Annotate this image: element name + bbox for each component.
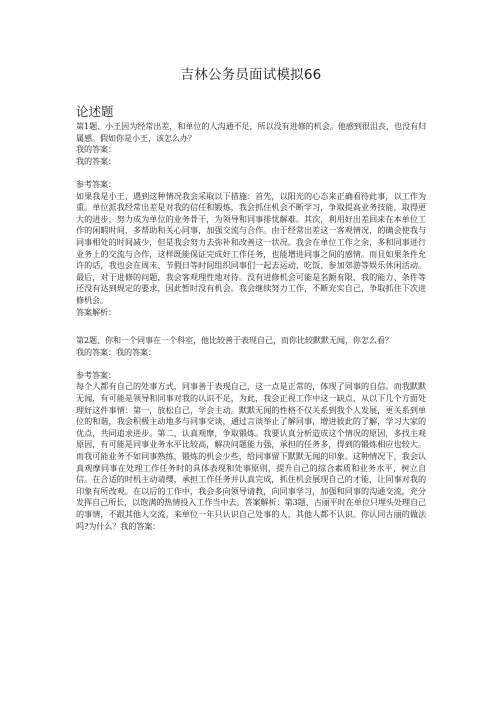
document-title: 吉林公务员面试模拟66 bbox=[180, 67, 322, 83]
spacer bbox=[76, 358, 426, 370]
q2-reference-answer-text: 每个人都有自己的处事方式，同事善于表现自己，这一点是正常的，体现了同事的自信。而我默默无闻，有可能是领导和同事对我的认识不足，为此，我会正视工作中这一缺点，从以下几个方面处理好这件事情：第一，放松自己，学会主动。默默无闻的性格不仅关系到我个人发展，更关系到单位的和谐，我会积极主动地多与同事交谈，通过言谈举止了解同事，增进彼此的了解，学习大家的优点，共同追求进步。第二，认真观摩，争取锻炼。我要认真分析造成这个情况的原因，多找主观原因，有可能是同事业务水平比较高，解决问题能力强，承担的任务多，得到的锻炼相应也较大。而我可能业务不如同事熟练，锻炼的机会少些，给同事留下默默无闻的印象。这种情况下，我会认真观摩同事在处理工作任务时的具体表现和处事原则，提升自己的综合素质和业务水平，树立自信。在合适的时机主动请缨，承担工作任务并认真完成，抓住机会展现自己的才能，让同事对我的印象有所改观。在以后的工作中，我会多向领导请教，向同事学习，加强和同事的沟通交流，充分发挥自己所长，以饱满的热情投入工作当中去。答案解析：第3题、古丽平时在单位只埋头处理自己的事情，不跟其他人交流，来单位一年只认识自己处事的人，其他人都不认识。你认同古丽的做法吗?为什么？我的答案： bbox=[76, 381, 426, 531]
section-title: 论述题 bbox=[76, 104, 114, 119]
q1-my-answer-label-repeat: 我的答案： bbox=[76, 155, 116, 166]
q2-reference-answer-label: 参考答案： bbox=[76, 369, 116, 380]
spacer bbox=[76, 318, 426, 335]
spacer bbox=[76, 167, 426, 179]
q1-reference-answer-label: 参考答案： bbox=[76, 178, 116, 189]
question-1-text: 第1题、小王因为经常出差，和单位的人沟通不足，所以没有进修的机会。他感到很沮丧，也没有归属感。假如你是小王，该怎么办？ bbox=[76, 121, 426, 143]
q2-my-answer-label: 我的答案：我的答案： bbox=[76, 346, 156, 357]
q1-my-answer-label: 我的答案： bbox=[76, 144, 116, 155]
q1-reference-answer-text: 如果我是小王，遇到这种情况我会采取以下措施：首先，以阳光的心态来正确看待此事，以工作为重。单位派我经常出差是对我的信任和锻炼，我会抓住机会不断学习，争取提高业务技能，取得更大的进步，努力成为单位的业务骨干，为领导和同事排忧解难。其次，利用好出差回来在本单位工作的闲暇时间，多帮助和关心同事，加强交流与合作。由于经常出差这一客观情况，的确会使我与同事相处的时间减少，但是我会努力去弥补和改善这一状况。我会在单位工作之余，多和同事进行业务上的交流与合作，这样既能保证完成好工作任务，也能增进同事之间的感情。而且如果条件允许的话，我也会在周末、节假日等时间组织同事们一起去运动、吃饭、参加郊游等娱乐休闲活动。最后，对于进修的问题，我会客观理性地对待。没有进修机会可能是名额有限，我的能力、条件等还没有达到规定的要求，因此暂时没有机会。我会继续努力工作，不断充实自己，争取抓住下次进修机会。 bbox=[76, 190, 426, 305]
q1-analysis-label: 答案解析： bbox=[76, 306, 116, 317]
question-2-text: 第2题、你和一个同事在一个科室，他比较善于表现自己，而你比较默默无闻，你怎么看？ bbox=[76, 335, 393, 346]
